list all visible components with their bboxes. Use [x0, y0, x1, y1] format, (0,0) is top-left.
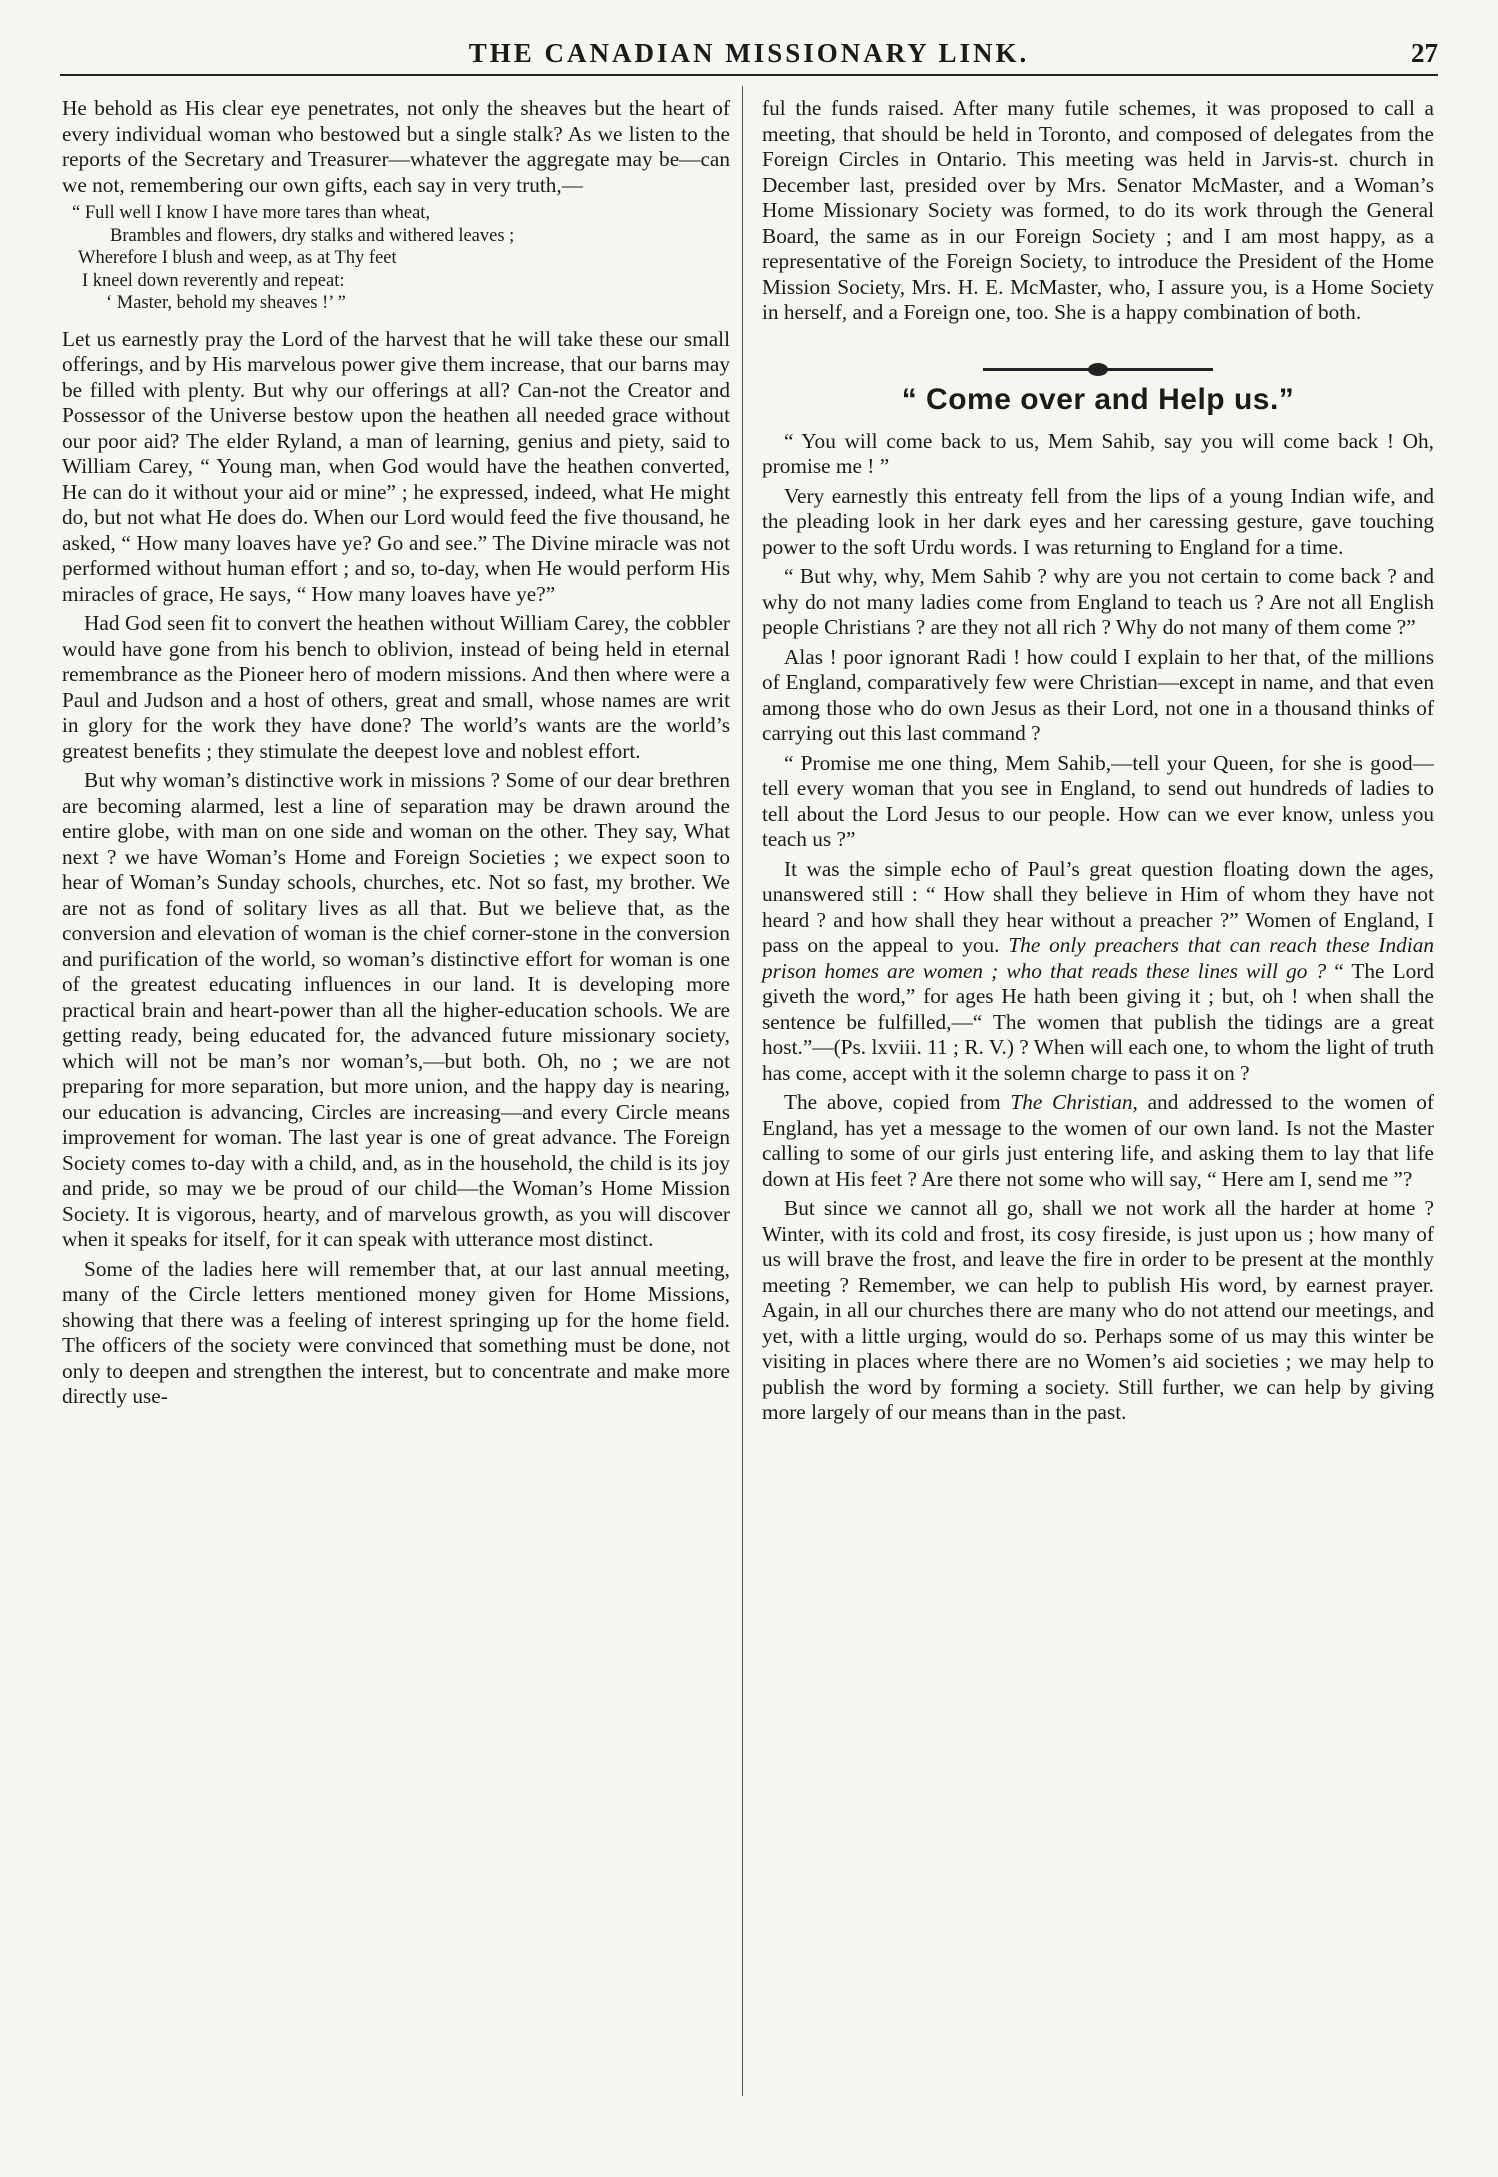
- paragraph: ful the funds raised. After many futile schemes, it was proposed to call a meeting, that should be held in Toronto, and composed of delegates from the Foreign Circles in Ontario. This meeting was held in Jarvis-st. church in December last, presided over by Mrs. Senator McMaster, and a Woman’s Home Missionary Society was formed, to do its work through the General Board, the same as in our Foreign Society ; and I am most happy, as a representative of the Foreign Society, to introduce the President of the Home Mission Society, Mrs. H. E. McMaster, who, I assure you, is a Home Society in herself, and a Foreign one, too. She is a happy combination of both.: [762, 96, 1434, 324]
- paragraph: Had God seen fit to convert the heathen without William Carey, the cobbler would have gone from his bench to oblivion, instead of being held in eternal remembrance as the Pioneer hero of modern missions. And then where were a Paul and Judson and a host of others, great and small, whose names are writ in glory for the work they have done? The world’s wants are the world’s greatest benefits ; they stimulate the deepest love and noblest effort.: [62, 611, 730, 763]
- ornamental-rule: [762, 352, 1434, 378]
- paragraph: Let us earnestly pray the Lord of the harvest that he will take these our small offerings, and by His marvelous power give them increase, that our barns may be filled with plenty. But why our offerings at all? Can-not the Creator and Possessor of the Universe bestow upon the heathen all needed grace without our poor aid? The elder Ryland, a man of learning, genius and piety, said to William Carey, “ Young man, when God would have the heathen converted, He can do it without your aid or mine” ; he expressed, indeed, what He might do, but not what He does do. When our Lord would feed the five thousand, he asked, “ How many loaves have ye? Go and see.” The Divine miracle was not performed without human effort ; and so, to-day, when He would perform His miracles of grace, He says, “ How many loaves have ye?”: [62, 326, 730, 606]
- paragraph: “ You will come back to us, Mem Sahib, say you will come back ! Oh, promise me ! ”: [762, 428, 1434, 478]
- text-run: The above, copied from: [784, 1090, 1001, 1114]
- paragraph: He behold as His clear eye penetrates, not only the sheaves but the heart of every individual woman who bestowed but a single stalk? As we listen to the reports of the Secretary and Treasurer—whatever the aggregate may be—can we not, remembering our own gifts, each say in very truth,—: [62, 96, 730, 197]
- poem-line: “ Full well I know I have more tares than wheat,: [72, 203, 431, 223]
- italic-text: The only preachers that can reach these Indian prison homes are women ; who that reads these lines will go ?: [762, 933, 1434, 983]
- paragraph: Alas ! poor ignorant Radi ! how could I explain to her that, of the millions of England, comparatively few were Christian—except in name, and that even among those who do own Jesus as their Lord, not one in a thousand thinks of carrying out this last command ?: [762, 644, 1434, 745]
- paragraph: Some of the ladies here will remember that, at our last annual meeting, many of the Circle letters mentioned money given for Home Missions, showing that there was a feeling of interest springing up for the home field. The officers of the society were convinced that something must be done, not only to deepen and strengthen the interest, but to concentrate and make more directly use-: [62, 1256, 730, 1408]
- column-divider: [742, 86, 743, 2096]
- page-number: 27: [1411, 38, 1438, 68]
- poem-line: Wherefore I blush and weep, as at Thy feet: [78, 248, 397, 268]
- poem-line: Brambles and flowers, dry stalks and withered leaves ;: [110, 225, 515, 246]
- publication-title: THE CANADIAN MISSIONARY LINK.: [468, 38, 1030, 68]
- text-run: and addressed to the women of England, has yet a message to the women of our own land. Is not the Master calling to some of our girls just entering life, and asking them to lay that life down at His feet ? Are there not some who will say, “ Here am I, send me ”?: [762, 1090, 1434, 1191]
- text-run: “ The Lord giveth the word,” for ages He hath been giving it ; but, oh ! when shall the sentence be fulfilled,—“ The women that publish the tidings are a great host.”—(Ps. lxviii. 11 ; R. V.) ? When will each one, to whom the light of truth has come, accept with it the solemn charge to pass it on ?: [762, 958, 1434, 1085]
- poem-quote: [72, 202, 730, 315]
- paragraph: But since we cannot all go, shall we not work all the harder at home ? Winter, with its cold and frost, its cosy fireside, is just upon us ; how many of us will brave the frost, and leave the fire in order to be present at the monthly meeting ? Remember, we can help to publish His word, by earnest prayer. Again, in all our churches there are many who do not attend our meetings, and yet, with a little urging, would do so. Perhaps some of us may this winter be visiting in places where there are no Women’s aid societies ; we may help to publish the word by forming a society. Still further, we can help by giving more largely of our means than in the past.: [762, 1196, 1434, 1424]
- left-column: [62, 96, 730, 1414]
- poem-line: ‘ Master, behold my sheaves !’ ”: [106, 293, 346, 313]
- paragraph: But why woman’s distinctive work in missions ? Some of our dear brethren are becoming alarmed, lest a line of separation may be drawn around the entire globe, with man on one side and woman on the other. They say, What next ? we have Woman’s Home and Foreign Societies ; we expect soon to hear of Woman’s Sunday schools, churches, etc. Not so fast, my brother. We are not as fond of solitary lives as all that. But we believe that, as the conversion and elevation of woman is the chief corner-stone in the conversion and purification of the world, so woman’s distinctive effort for woman is one of the greatest educating influences in our land. It is developing more practical brain and heart-power than all the higher-education schools. We are getting ready, being educated for, the advanced future missionary society, which will not be man’s nor woman’s,—but both. Oh, no ; we are not preparing for more separation, but more union, and the happy day is nearing, our education is advancing, Circles are increasing—and every Circle means improvement for woman. The last year is one of great advance. The Foreign Society comes to-day with a child, and, as in the household, the child is its joy and pride, so may we be proud of our child—the Woman’s Home Mission Society. It is vigorous, hearty, and of marvelous growth, as you will discover when it speaks for itself, for it can speak with utterance most distinct.: [62, 768, 730, 1251]
- section-title: “ Come over and Help us.”: [901, 383, 1295, 416]
- paragraph: [762, 857, 1434, 1087]
- text-run: It was the simple echo of Paul’s great question floating down the ages, unanswered still : “ How shall they believe in Him of whom they have not heard ? and how shall they hear without a preacher ?” Women of England, I pass on the appeal to you.: [762, 856, 1434, 957]
- paragraph: Very earnestly this entreaty fell from the lips of a young Indian wife, and the pleading look in her dark eyes and her caressing gesture, gave touching power to the soft Urdu words. I was returning to England for a time.: [762, 483, 1434, 559]
- page-header: [60, 38, 1438, 76]
- paragraph: “ But why, why, Mem Sahib ? why are you not certain to come back ? and why do not many ladies come from England to teach us ? Are not all English people Christians ? are they not all rich ? Why do not many of them come ?”: [762, 564, 1434, 639]
- italic-text: The Christian,: [1010, 1090, 1138, 1114]
- poem-line: I kneel down reverently and repeat:: [82, 270, 345, 291]
- paragraph: “ Promise me one thing, Mem Sahib,—tell your Queen, for she is good—tell every woman that you see in England, to send out hundreds of ladies to tell about the Lord Jesus to our people. How can we ever know, unless you teach us ?”: [762, 750, 1434, 851]
- paragraph: [762, 1090, 1434, 1192]
- right-column: [762, 96, 1434, 1430]
